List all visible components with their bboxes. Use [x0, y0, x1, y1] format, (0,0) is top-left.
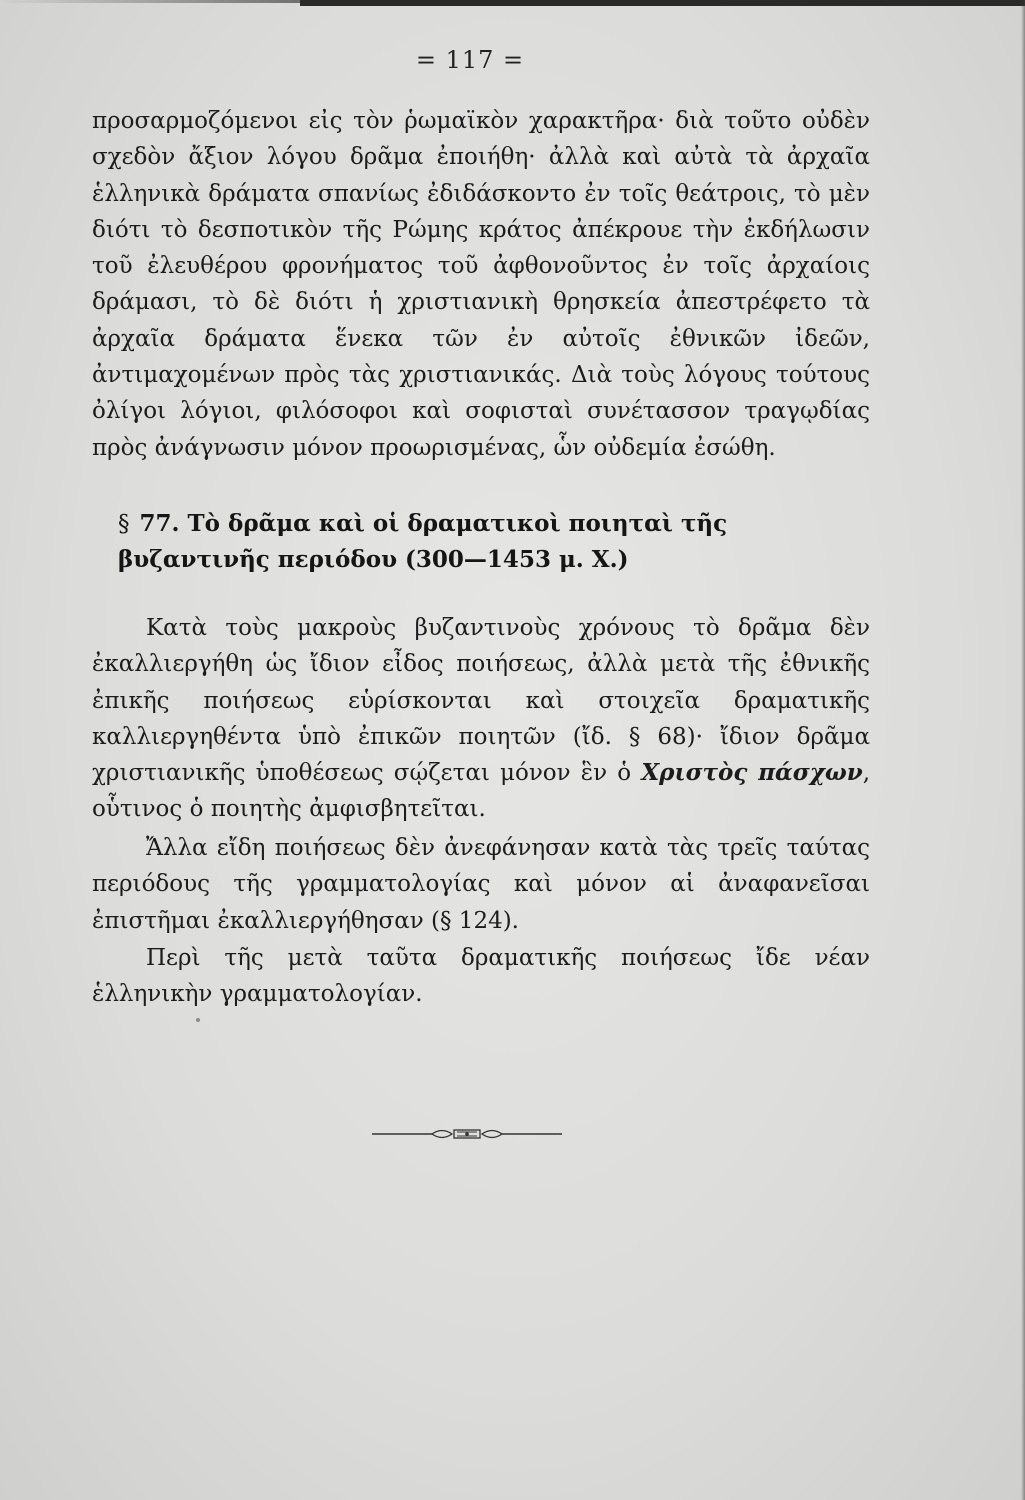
- body-text-before: Κατὰ τοὺς μακροὺς βυζαντινοὺς χρόνους τὸ δρᾶμα δὲν ἐκαλλιεργήθη ὡς ἴδιον εἶδος ποιήσεως, ἀλλὰ μετὰ τῆς ἐθνικῆς ἐπικῆς ποιήσεως εὑρίσκονται καὶ στοιχεῖα δραματικῆς καλλιεργηθέντα ὑπὸ ἐπικῶν ποιητῶν (ἴδ. § 68)· ἴδιον δρᾶμα χριστιανικῆς ὑποθέσεως σῴζεται μόνον ἓν ὁ: [92, 615, 870, 787]
- intro-paragraph: προσαρμοζόμενοι εἰς τὸν ῥωμαϊκὸν χαρακτῆρα· διὰ τοῦτο οὐδὲν σχεδὸν ἄξιον λόγου δρᾶμα ἐποιήθη· ἀλλὰ καὶ αὐτὰ τὰ ἀρχαῖα ἑλληνικὰ δράματα σπανίως ἐδιδάσκοντο ἐν τοῖς θεάτροις, τὸ μὲν διότι τὸ δεσποτικὸν τῆς Ρώμης κράτος ἀπέκρουε τὴν ἐκδήλωσιν τοῦ ἐλευθέρου φρονήματος τοῦ ἀφθονοῦντος ἐν τοῖς ἀρχαίοις δράμασι, τὸ δὲ διότι ἡ χριστιανικὴ θρησκεία ἀπεστρέφετο τὰ ἀρχαῖα δράματα ἕνεκα τῶν ἐν αὐτοῖς ἐθνικῶν ἰδεῶν, ἀντιμαχομένων πρὸς τὰς χριστιανικάς. Διὰ τοὺς λόγους τούτους ὀλίγοι λόγιοι, φιλόσοφοι καὶ σοφισταὶ συνέτασσον τραγῳδίας πρὸς ἀνάγνωσιν μόνον προωρισμένας, ὧν οὐδεμία ἐσώθη.: [92, 108, 870, 461]
- ink-speck: [196, 1018, 200, 1022]
- body-paragraph: [92, 610, 870, 828]
- second-paragraph: Ἄλλα εἴδη ποιήσεως δὲν ἀνεφάνησαν κατὰ τὰς τρεῖς ταύτας περιόδους τῆς γραμματολογίας καὶ μόνον αἱ ἀναφανεῖσαι ἐπιστῆμαι ἐκαλλιεργήθησαν (§ 124).: [92, 835, 870, 934]
- scan-right-edge: [1021, 0, 1025, 1500]
- section-mark: §: [118, 511, 130, 537]
- section-heading: [118, 506, 878, 578]
- body-text-after: , οὗτινος ὁ ποιητὴς ἀμφισβητεῖται.: [92, 760, 871, 823]
- work-title-emphasis: Χριστὸς πάσχων: [641, 759, 863, 787]
- fleuron-ornament-icon: [372, 1124, 562, 1144]
- page-number: = 117 =: [415, 46, 525, 74]
- section-title: 77. Τὸ δρᾶμα καὶ οἱ δραματικοὶ ποιηταὶ τῆς βυζαντινῆς περιόδου (300—1453 μ. Χ.): [118, 510, 728, 573]
- third-paragraph: Περὶ τῆς μετὰ ταῦτα δραματικῆς ποιήσεως ἴδε νέαν ἑλληνικὴν γραμματολογίαν.: [92, 945, 870, 1008]
- scan-top-edge: [300, 0, 1025, 6]
- scan-top-edge-fade: [0, 0, 300, 3]
